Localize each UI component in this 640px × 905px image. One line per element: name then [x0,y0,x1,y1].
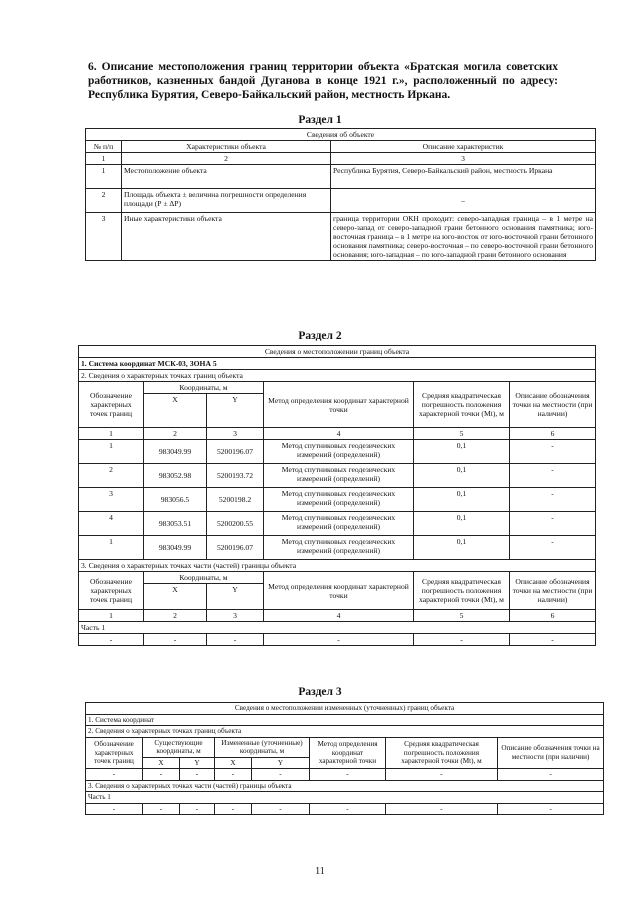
coord-y: 5200198.2 [207,488,264,512]
empty-cell: - [498,769,604,781]
section2-subsection2: 2. Сведения о характерных точках границ объекта [79,370,596,382]
empty-cell: - [310,803,386,815]
page-number: 11 [315,866,325,877]
col-num: 4 [264,610,414,622]
header-point-description: Описание обозначения точки на местности (при наличии) [498,737,604,769]
part-label: Часть 1 [86,792,604,804]
header-y: Y [180,757,215,769]
coord-y: 5200196.07 [207,440,264,464]
coord-y: 5200193.72 [207,464,264,488]
section1-title: Раздел 1 [298,114,342,126]
empty-cell: - [143,803,180,815]
col-num: 1 [79,610,144,622]
coord-x: 983049.99 [144,536,207,560]
coord-x: 983056.5 [144,488,207,512]
header-existing-coords: Существующие координаты, м [143,737,215,757]
section3-coordinate-system: 1. Система координат [86,714,604,726]
header-method: Метод определения координат характерной точки [264,572,414,610]
section1-caption: Сведения об объекте [86,129,596,141]
section3-subsection3: 3. Сведения о характерных точках части (частей) границы объекта [86,780,604,792]
header-x: X [143,757,180,769]
section1-table [85,128,596,261]
header-accuracy: Средняя квадратическая погрешность положения характерной точки (Mt), м [414,572,510,610]
table-row [79,512,596,536]
empty-cell: - [143,769,180,781]
empty-cell: - [252,769,310,781]
point-id: 1 [79,440,144,464]
empty-cell: - [215,769,252,781]
header-coordinates: Координаты, м [144,572,264,584]
empty-cell: - [510,634,596,646]
row-description: граница территории ОКН проходит: северо-западная граница – в 1 метре на северо-запад от северо-западной грани бетонного основания памятника; юго-восточная граница – в 1 метре на юго-восток от юго-восточной грани бетонного основания памятника; северо-восточная – по северо-восточной грани бетонного основания; юго-западная – по юго-западной грани бетонного основания [331,213,596,261]
coord-x: 983049.99 [144,440,207,464]
empty-cell: - [252,803,310,815]
header-method: Метод определения координат характерной точки [310,737,386,769]
section2-table [78,345,596,646]
point-description: - [510,488,596,512]
method: Метод спутниковых геодезических измерений (определений) [264,440,414,464]
section3-table [85,702,604,815]
method: Метод спутниковых геодезических измерений (определений) [264,512,414,536]
header-x: X [144,584,207,610]
header-x: X [215,757,252,769]
header-y: Y [207,584,264,610]
header-point: Обозначение характерных точек границ [79,572,144,610]
col-num: 3 [207,428,264,440]
col-num: 2 [144,610,207,622]
table-row [79,536,596,560]
point-description: - [510,440,596,464]
document-heading: 6. Описание местоположения границ территории объекта «Братская могила советских работников, казненных бандой Дуганова в конце 1921 г.», расположенный по адресу: Республика Бурятия, Северо-Байкальский район, местность Иркана. [88,61,558,101]
row-characteristic: Местоположение объекта [122,165,331,189]
empty-cell: - [144,634,207,646]
header-point-description: Описание обозначения точки на местности (при наличии) [510,572,596,610]
header-y: Y [207,394,264,428]
header-point: Обозначение характерных точек границ [86,737,143,769]
col-num: 1 [79,428,144,440]
accuracy: 0,1 [414,536,510,560]
point-description: - [510,536,596,560]
accuracy: 0,1 [414,512,510,536]
empty-cell: - [180,803,215,815]
section2-caption: Сведения о местоположении границ объекта [79,346,596,358]
header-x: X [144,394,207,428]
header-accuracy: Средняя квадратическая погрешность положения характерной точки (Mt), м [386,737,498,769]
method: Метод спутниковых геодезических измерений (определений) [264,488,414,512]
table-row [86,769,604,781]
col-num: 3 [331,153,596,165]
section2-title: Раздел 2 [298,330,342,342]
empty-cell: - [310,769,386,781]
col-num: 4 [264,428,414,440]
point-id: 4 [79,512,144,536]
coord-x: 983052.98 [144,464,207,488]
table-row [79,634,596,646]
table-row [86,803,604,815]
section3-caption: Сведения о местоположении измененных (уточненных) границ объекта [86,703,604,715]
col-num: 6 [510,610,596,622]
point-id: 3 [79,488,144,512]
section3-title: Раздел 3 [298,686,342,698]
header-characteristic: Характеристики объекта [122,141,331,153]
row-characteristic: Площадь объекта ± величина погрешности определения площади (Р ± ΔР) [122,189,331,213]
method: Метод спутниковых геодезических измерений (определений) [264,536,414,560]
col-num: 5 [414,610,510,622]
accuracy: 0,1 [414,440,510,464]
col-num: 1 [86,153,122,165]
point-id: 1 [79,536,144,560]
method: Метод спутниковых геодезических измерений (определений) [264,464,414,488]
row-description: – [331,189,596,213]
point-description: - [510,464,596,488]
row-number: 3 [86,213,122,261]
empty-cell: - [498,803,604,815]
empty-cell: - [79,634,144,646]
header-number: № п/п [86,141,122,153]
empty-cell: - [386,803,498,815]
table-row [86,165,596,189]
header-coordinates: Координаты, м [144,382,264,394]
header-point: Обозначение характерных точек границ [79,382,144,428]
header-description: Описание характеристик [331,141,596,153]
table-row [79,464,596,488]
table-row [86,189,596,213]
point-id: 2 [79,464,144,488]
row-description: Республика Бурятия, Северо-Байкальский район, местность Иркана [331,165,596,189]
col-num: 6 [510,428,596,440]
row-number: 2 [86,189,122,213]
table-row [79,440,596,464]
empty-cell: - [86,803,143,815]
part-label: Часть 1 [79,622,596,634]
empty-cell: - [386,769,498,781]
col-num: 3 [207,610,264,622]
table-row [79,488,596,512]
empty-cell: - [207,634,264,646]
row-number: 1 [86,165,122,189]
accuracy: 0,1 [414,464,510,488]
header-changed-coords: Измененные (уточненные) координаты, м [215,737,310,757]
table-row [86,213,596,261]
header-y: Y [252,757,310,769]
row-characteristic: Иные характеристики объекта [122,213,331,261]
section2-coordinate-system: 1. Система координат МСК-03, ЗОНА 5 [79,358,596,370]
empty-cell: - [180,769,215,781]
col-num: 2 [144,428,207,440]
section3-subsection2: 2. Сведения о характерных точках границ объекта [86,726,604,738]
coord-y: 5200200.55 [207,512,264,536]
header-point-description: Описание обозначения точки на местности (при наличии) [510,382,596,428]
empty-cell: - [414,634,510,646]
coord-y: 5200196.07 [207,536,264,560]
col-num: 5 [414,428,510,440]
accuracy: 0,1 [414,488,510,512]
empty-cell: - [215,803,252,815]
point-description: - [510,512,596,536]
empty-cell: - [86,769,143,781]
empty-cell: - [264,634,414,646]
coord-x: 983053.51 [144,512,207,536]
section2-subsection3: 3. Сведения о характерных точках части (частей) границы объекта [79,560,596,572]
col-num: 2 [122,153,331,165]
header-method: Метод определения координат характерной точки [264,382,414,428]
header-accuracy: Средняя квадратическая погрешность положения характерной точки (Mt), м [414,382,510,428]
